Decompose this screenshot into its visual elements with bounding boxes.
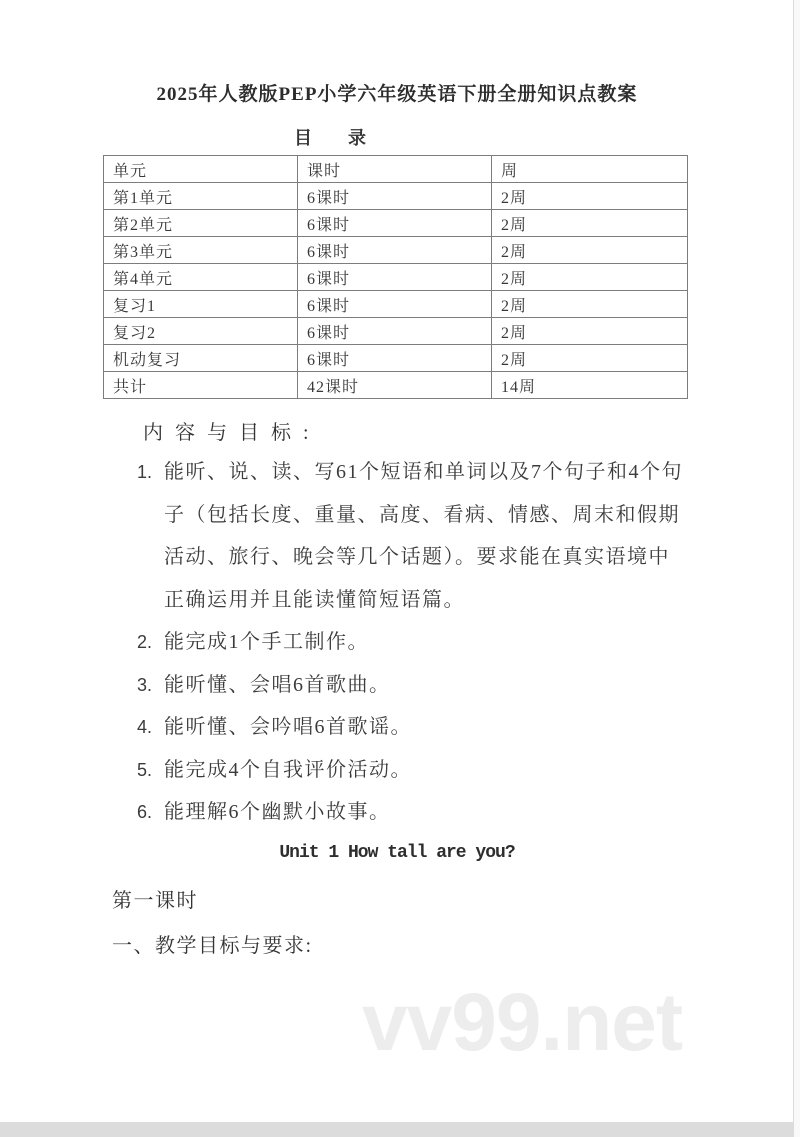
goals-heading: 内容与目标: [143,422,321,444]
table-cell: 机动复习 [104,345,298,372]
goals-list [137,451,682,834]
table-cell: 6课时 [298,264,492,291]
goal-text: 子（包括长度、重量、高度、看病、情感、周末和假期 [164,503,680,526]
goal-item-3 [137,664,682,707]
table-cell: 2周 [492,237,688,264]
table-cell: 复习1 [104,291,298,318]
goal-text: 能完成4个自我评价活动。 [164,758,412,781]
goal-text: 能理解6个幽默小故事。 [164,801,391,823]
table-cell: 2周 [492,291,688,318]
goal-item-1-line-1 [137,451,682,494]
table-cell: 6课时 [298,318,492,345]
toc-col-header-periods: 课时 [298,156,492,183]
table-cell: 6课时 [298,210,492,237]
table-row [104,264,688,291]
page-bottom-strip [0,1122,800,1137]
table-cell: 第2单元 [104,210,298,237]
toc-col-header-weeks: 周 [492,156,688,183]
goal-number: 5. [137,759,153,780]
goal-item-1-line-2 [137,494,682,537]
table-cell: 第4单元 [104,264,298,291]
goal-text: 能完成1个手工制作。 [164,631,369,653]
goal-number: 1. [137,462,153,482]
goal-number: 4. [137,717,153,737]
toc-heading: 目 录 [294,128,366,148]
lesson-1-label: 第一课时 [112,890,198,912]
goal-number: 3. [137,674,153,695]
goal-number [137,579,164,622]
table-row [104,345,688,372]
goal-item-1-line-4 [137,579,682,622]
goal-number: 2. [137,632,153,652]
table-cell: 14周 [492,372,688,399]
goal-item-4 [137,706,682,749]
table-cell: 2周 [492,345,688,372]
table-cell: 2周 [492,264,688,291]
page-right-edge [793,0,800,1137]
goal-text: 正确运用并且能读懂简短语篇。 [164,588,465,611]
toc-col-header-unit: 单元 [104,156,298,183]
toc-table [103,155,688,399]
watermark: vv99.net [362,977,683,1068]
goal-text: 能听、说、读、写61个短语和单词以及7个句子和4个句 [164,461,683,483]
table-cell: 6课时 [298,345,492,372]
goal-item-6 [137,791,682,834]
table-cell: 42课时 [298,372,492,399]
table-row [104,183,688,210]
document-title: 2025年人教版PEP小学六年级英语下册全册知识点教案 [156,84,638,105]
table-row [104,318,688,345]
table-cell: 6课时 [298,183,492,210]
table-row [104,291,688,318]
table-row [104,372,688,399]
goal-number [137,494,164,537]
goal-item-5 [137,749,682,792]
goal-item-2 [137,621,682,664]
goal-number [137,536,164,579]
table-row [104,210,688,237]
table-row [104,237,688,264]
table-cell: 第3单元 [104,237,298,264]
table-cell: 复习2 [104,318,298,345]
toc-table-header-row [104,156,688,183]
table-cell: 2周 [492,210,688,237]
table-cell: 2周 [492,183,688,210]
goal-text: 活动、旅行、晚会等几个话题）。要求能在真实语境中 [164,546,670,568]
table-cell: 2周 [492,318,688,345]
goal-text: 能听懂、会吟唱6首歌谣。 [164,716,412,738]
goal-text: 能听懂、会唱6首歌曲。 [164,673,391,696]
unit-1-heading: Unit 1 How tall are you? [279,843,515,863]
teaching-objectives-heading: 一、教学目标与要求: [112,935,313,957]
goal-item-1-line-3 [137,536,682,579]
table-cell: 6课时 [298,291,492,318]
goal-number: 6. [137,802,153,822]
table-cell: 第1单元 [104,183,298,210]
table-cell: 6课时 [298,237,492,264]
table-cell: 共计 [104,372,298,399]
